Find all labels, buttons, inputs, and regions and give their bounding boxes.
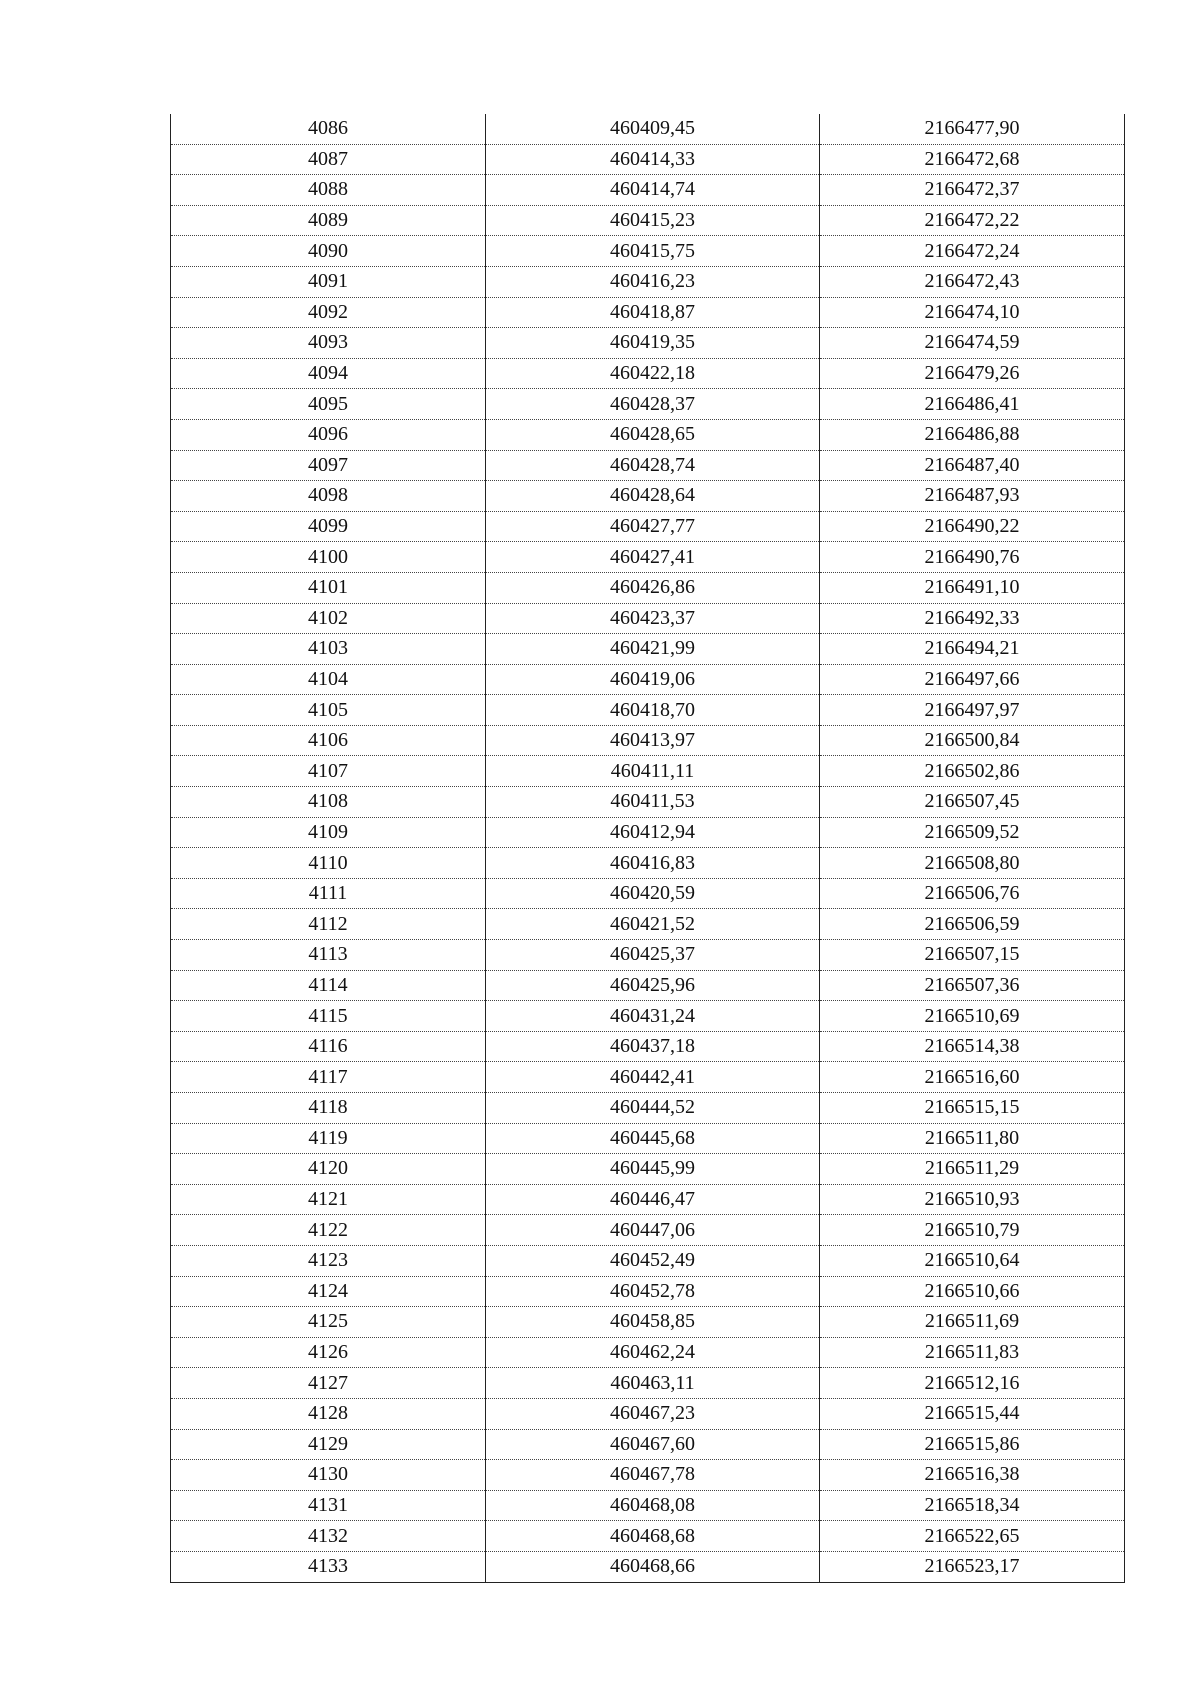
- table-row: [171, 419, 1125, 450]
- y-coordinate-cell: 2166492,33: [820, 603, 1125, 634]
- y-coordinate-cell: 2166474,59: [820, 328, 1125, 359]
- x-coordinate-cell: 460416,23: [486, 266, 820, 297]
- table-row: [171, 756, 1125, 787]
- point-number-cell: 4122: [171, 1215, 486, 1246]
- table-row: [171, 1398, 1125, 1429]
- x-coordinate-cell: 460426,86: [486, 572, 820, 603]
- x-coordinate-cell: 460415,23: [486, 205, 820, 236]
- x-coordinate-cell: 460409,45: [486, 114, 820, 144]
- point-number-cell: 4110: [171, 848, 486, 879]
- x-coordinate-cell: 460414,33: [486, 144, 820, 175]
- x-coordinate-cell: 460423,37: [486, 603, 820, 634]
- table-row: [171, 1001, 1125, 1032]
- point-number-cell: 4086: [171, 114, 486, 144]
- x-coordinate-cell: 460419,06: [486, 664, 820, 695]
- table-row: [171, 1276, 1125, 1307]
- table-row: [171, 664, 1125, 695]
- y-coordinate-cell: 2166510,66: [820, 1276, 1125, 1307]
- x-coordinate-cell: 460416,83: [486, 848, 820, 879]
- point-number-cell: 4131: [171, 1490, 486, 1521]
- x-coordinate-cell: 460442,41: [486, 1062, 820, 1093]
- y-coordinate-cell: 2166514,38: [820, 1031, 1125, 1062]
- table-row: [171, 266, 1125, 297]
- point-number-cell: 4130: [171, 1460, 486, 1491]
- table-row: [171, 725, 1125, 756]
- y-coordinate-cell: 2166472,43: [820, 266, 1125, 297]
- point-number-cell: 4099: [171, 511, 486, 542]
- y-coordinate-cell: 2166510,69: [820, 1001, 1125, 1032]
- table-row: [171, 1490, 1125, 1521]
- point-number-cell: 4109: [171, 817, 486, 848]
- x-coordinate-cell: 460428,65: [486, 419, 820, 450]
- y-coordinate-cell: 2166509,52: [820, 817, 1125, 848]
- point-number-cell: 4095: [171, 389, 486, 420]
- table-row: [171, 511, 1125, 542]
- x-coordinate-cell: 460463,11: [486, 1368, 820, 1399]
- table-row: [171, 1307, 1125, 1338]
- point-number-cell: 4124: [171, 1276, 486, 1307]
- y-coordinate-cell: 2166472,24: [820, 236, 1125, 267]
- x-coordinate-cell: 460411,11: [486, 756, 820, 787]
- x-coordinate-cell: 460414,74: [486, 175, 820, 206]
- table-row: [171, 603, 1125, 634]
- x-coordinate-cell: 460462,24: [486, 1337, 820, 1368]
- y-coordinate-cell: 2166502,86: [820, 756, 1125, 787]
- x-coordinate-cell: 460421,52: [486, 909, 820, 940]
- point-number-cell: 4115: [171, 1001, 486, 1032]
- y-coordinate-cell: 2166472,68: [820, 144, 1125, 175]
- point-number-cell: 4111: [171, 878, 486, 909]
- y-coordinate-cell: 2166511,69: [820, 1307, 1125, 1338]
- table-row: [171, 1154, 1125, 1185]
- y-coordinate-cell: 2166512,16: [820, 1368, 1125, 1399]
- y-coordinate-cell: 2166510,79: [820, 1215, 1125, 1246]
- x-coordinate-cell: 460452,49: [486, 1245, 820, 1276]
- table-row: [171, 389, 1125, 420]
- x-coordinate-cell: 460425,96: [486, 970, 820, 1001]
- table-row: [171, 634, 1125, 665]
- y-coordinate-cell: 2166515,15: [820, 1093, 1125, 1124]
- x-coordinate-cell: 460415,75: [486, 236, 820, 267]
- x-coordinate-cell: 460428,37: [486, 389, 820, 420]
- table-row: [171, 970, 1125, 1001]
- y-coordinate-cell: 2166522,65: [820, 1521, 1125, 1552]
- y-coordinate-cell: 2166472,37: [820, 175, 1125, 206]
- table-row: [171, 1368, 1125, 1399]
- x-coordinate-cell: 460467,60: [486, 1429, 820, 1460]
- y-coordinate-cell: 2166491,10: [820, 572, 1125, 603]
- y-coordinate-cell: 2166507,36: [820, 970, 1125, 1001]
- table-row: [171, 572, 1125, 603]
- table-row: [171, 175, 1125, 206]
- y-coordinate-cell: 2166516,38: [820, 1460, 1125, 1491]
- x-coordinate-cell: 460467,78: [486, 1460, 820, 1491]
- point-number-cell: 4089: [171, 205, 486, 236]
- table-row: [171, 1031, 1125, 1062]
- table-row: [171, 542, 1125, 573]
- table-row: [171, 328, 1125, 359]
- point-number-cell: 4104: [171, 664, 486, 695]
- y-coordinate-cell: 2166490,22: [820, 511, 1125, 542]
- x-coordinate-cell: 460431,24: [486, 1001, 820, 1032]
- point-number-cell: 4092: [171, 297, 486, 328]
- table-row: [171, 297, 1125, 328]
- x-coordinate-cell: 460422,18: [486, 358, 820, 389]
- y-coordinate-cell: 2166523,17: [820, 1551, 1125, 1582]
- y-coordinate-cell: 2166486,41: [820, 389, 1125, 420]
- y-coordinate-cell: 2166497,66: [820, 664, 1125, 695]
- point-number-cell: 4102: [171, 603, 486, 634]
- x-coordinate-cell: 460420,59: [486, 878, 820, 909]
- x-coordinate-cell: 460418,87: [486, 297, 820, 328]
- table-row: [171, 848, 1125, 879]
- point-number-cell: 4090: [171, 236, 486, 267]
- point-number-cell: 4093: [171, 328, 486, 359]
- x-coordinate-cell: 460468,08: [486, 1490, 820, 1521]
- y-coordinate-cell: 2166510,93: [820, 1184, 1125, 1215]
- x-coordinate-cell: 460444,52: [486, 1093, 820, 1124]
- table-row: [171, 1245, 1125, 1276]
- y-coordinate-cell: 2166486,88: [820, 419, 1125, 450]
- point-number-cell: 4100: [171, 542, 486, 573]
- table-row: [171, 1093, 1125, 1124]
- point-number-cell: 4087: [171, 144, 486, 175]
- point-number-cell: 4127: [171, 1368, 486, 1399]
- x-coordinate-cell: 460428,64: [486, 481, 820, 512]
- point-number-cell: 4114: [171, 970, 486, 1001]
- y-coordinate-cell: 2166506,59: [820, 909, 1125, 940]
- y-coordinate-cell: 2166511,83: [820, 1337, 1125, 1368]
- table-row: [171, 1062, 1125, 1093]
- y-coordinate-cell: 2166506,76: [820, 878, 1125, 909]
- point-number-cell: 4129: [171, 1429, 486, 1460]
- x-coordinate-cell: 460427,77: [486, 511, 820, 542]
- table-row: [171, 787, 1125, 818]
- point-number-cell: 4101: [171, 572, 486, 603]
- point-number-cell: 4097: [171, 450, 486, 481]
- y-coordinate-cell: 2166472,22: [820, 205, 1125, 236]
- y-coordinate-cell: 2166508,80: [820, 848, 1125, 879]
- coordinates-table-body: [171, 114, 1125, 1582]
- point-number-cell: 4107: [171, 756, 486, 787]
- y-coordinate-cell: 2166511,80: [820, 1123, 1125, 1154]
- point-number-cell: 4121: [171, 1184, 486, 1215]
- point-number-cell: 4116: [171, 1031, 486, 1062]
- y-coordinate-cell: 2166497,97: [820, 695, 1125, 726]
- point-number-cell: 4118: [171, 1093, 486, 1124]
- y-coordinate-cell: 2166477,90: [820, 114, 1125, 144]
- x-coordinate-cell: 460447,06: [486, 1215, 820, 1246]
- point-number-cell: 4113: [171, 940, 486, 971]
- coordinates-table: [170, 114, 1125, 1583]
- y-coordinate-cell: 2166507,15: [820, 940, 1125, 971]
- table-row: [171, 1337, 1125, 1368]
- x-coordinate-cell: 460411,53: [486, 787, 820, 818]
- x-coordinate-cell: 460425,37: [486, 940, 820, 971]
- y-coordinate-cell: 2166500,84: [820, 725, 1125, 756]
- table-row: [171, 1123, 1125, 1154]
- x-coordinate-cell: 460468,66: [486, 1551, 820, 1582]
- point-number-cell: 4103: [171, 634, 486, 665]
- y-coordinate-cell: 2166494,21: [820, 634, 1125, 665]
- point-number-cell: 4112: [171, 909, 486, 940]
- table-row: [171, 940, 1125, 971]
- point-number-cell: 4105: [171, 695, 486, 726]
- table-row: [171, 450, 1125, 481]
- y-coordinate-cell: 2166511,29: [820, 1154, 1125, 1185]
- x-coordinate-cell: 460467,23: [486, 1398, 820, 1429]
- table-row: [171, 1215, 1125, 1246]
- table-row: [171, 114, 1125, 144]
- x-coordinate-cell: 460446,47: [486, 1184, 820, 1215]
- point-number-cell: 4094: [171, 358, 486, 389]
- table-row: [171, 1429, 1125, 1460]
- point-number-cell: 4091: [171, 266, 486, 297]
- table-row: [171, 1460, 1125, 1491]
- table-row: [171, 205, 1125, 236]
- y-coordinate-cell: 2166515,44: [820, 1398, 1125, 1429]
- x-coordinate-cell: 460445,68: [486, 1123, 820, 1154]
- x-coordinate-cell: 460445,99: [486, 1154, 820, 1185]
- table-row: [171, 236, 1125, 267]
- x-coordinate-cell: 460418,70: [486, 695, 820, 726]
- table-row: [171, 695, 1125, 726]
- table-row: [171, 878, 1125, 909]
- y-coordinate-cell: 2166516,60: [820, 1062, 1125, 1093]
- point-number-cell: 4088: [171, 175, 486, 206]
- x-coordinate-cell: 460468,68: [486, 1521, 820, 1552]
- x-coordinate-cell: 460452,78: [486, 1276, 820, 1307]
- x-coordinate-cell: 460427,41: [486, 542, 820, 573]
- table-row: [171, 1521, 1125, 1552]
- x-coordinate-cell: 460458,85: [486, 1307, 820, 1338]
- table-row: [171, 144, 1125, 175]
- x-coordinate-cell: 460419,35: [486, 328, 820, 359]
- point-number-cell: 4106: [171, 725, 486, 756]
- y-coordinate-cell: 2166487,93: [820, 481, 1125, 512]
- y-coordinate-cell: 2166510,64: [820, 1245, 1125, 1276]
- y-coordinate-cell: 2166490,76: [820, 542, 1125, 573]
- table-row: [171, 1184, 1125, 1215]
- point-number-cell: 4128: [171, 1398, 486, 1429]
- y-coordinate-cell: 2166474,10: [820, 297, 1125, 328]
- point-number-cell: 4125: [171, 1307, 486, 1338]
- table-row: [171, 358, 1125, 389]
- point-number-cell: 4123: [171, 1245, 486, 1276]
- table-row: [171, 1551, 1125, 1582]
- point-number-cell: 4108: [171, 787, 486, 818]
- x-coordinate-cell: 460413,97: [486, 725, 820, 756]
- point-number-cell: 4133: [171, 1551, 486, 1582]
- y-coordinate-cell: 2166518,34: [820, 1490, 1125, 1521]
- table-row: [171, 817, 1125, 848]
- point-number-cell: 4117: [171, 1062, 486, 1093]
- y-coordinate-cell: 2166515,86: [820, 1429, 1125, 1460]
- point-number-cell: 4096: [171, 419, 486, 450]
- x-coordinate-cell: 460421,99: [486, 634, 820, 665]
- y-coordinate-cell: 2166479,26: [820, 358, 1125, 389]
- table-row: [171, 909, 1125, 940]
- y-coordinate-cell: 2166507,45: [820, 787, 1125, 818]
- point-number-cell: 4119: [171, 1123, 486, 1154]
- x-coordinate-cell: 460412,94: [486, 817, 820, 848]
- point-number-cell: 4132: [171, 1521, 486, 1552]
- point-number-cell: 4098: [171, 481, 486, 512]
- point-number-cell: 4126: [171, 1337, 486, 1368]
- y-coordinate-cell: 2166487,40: [820, 450, 1125, 481]
- point-number-cell: 4120: [171, 1154, 486, 1185]
- x-coordinate-cell: 460428,74: [486, 450, 820, 481]
- table-row: [171, 481, 1125, 512]
- x-coordinate-cell: 460437,18: [486, 1031, 820, 1062]
